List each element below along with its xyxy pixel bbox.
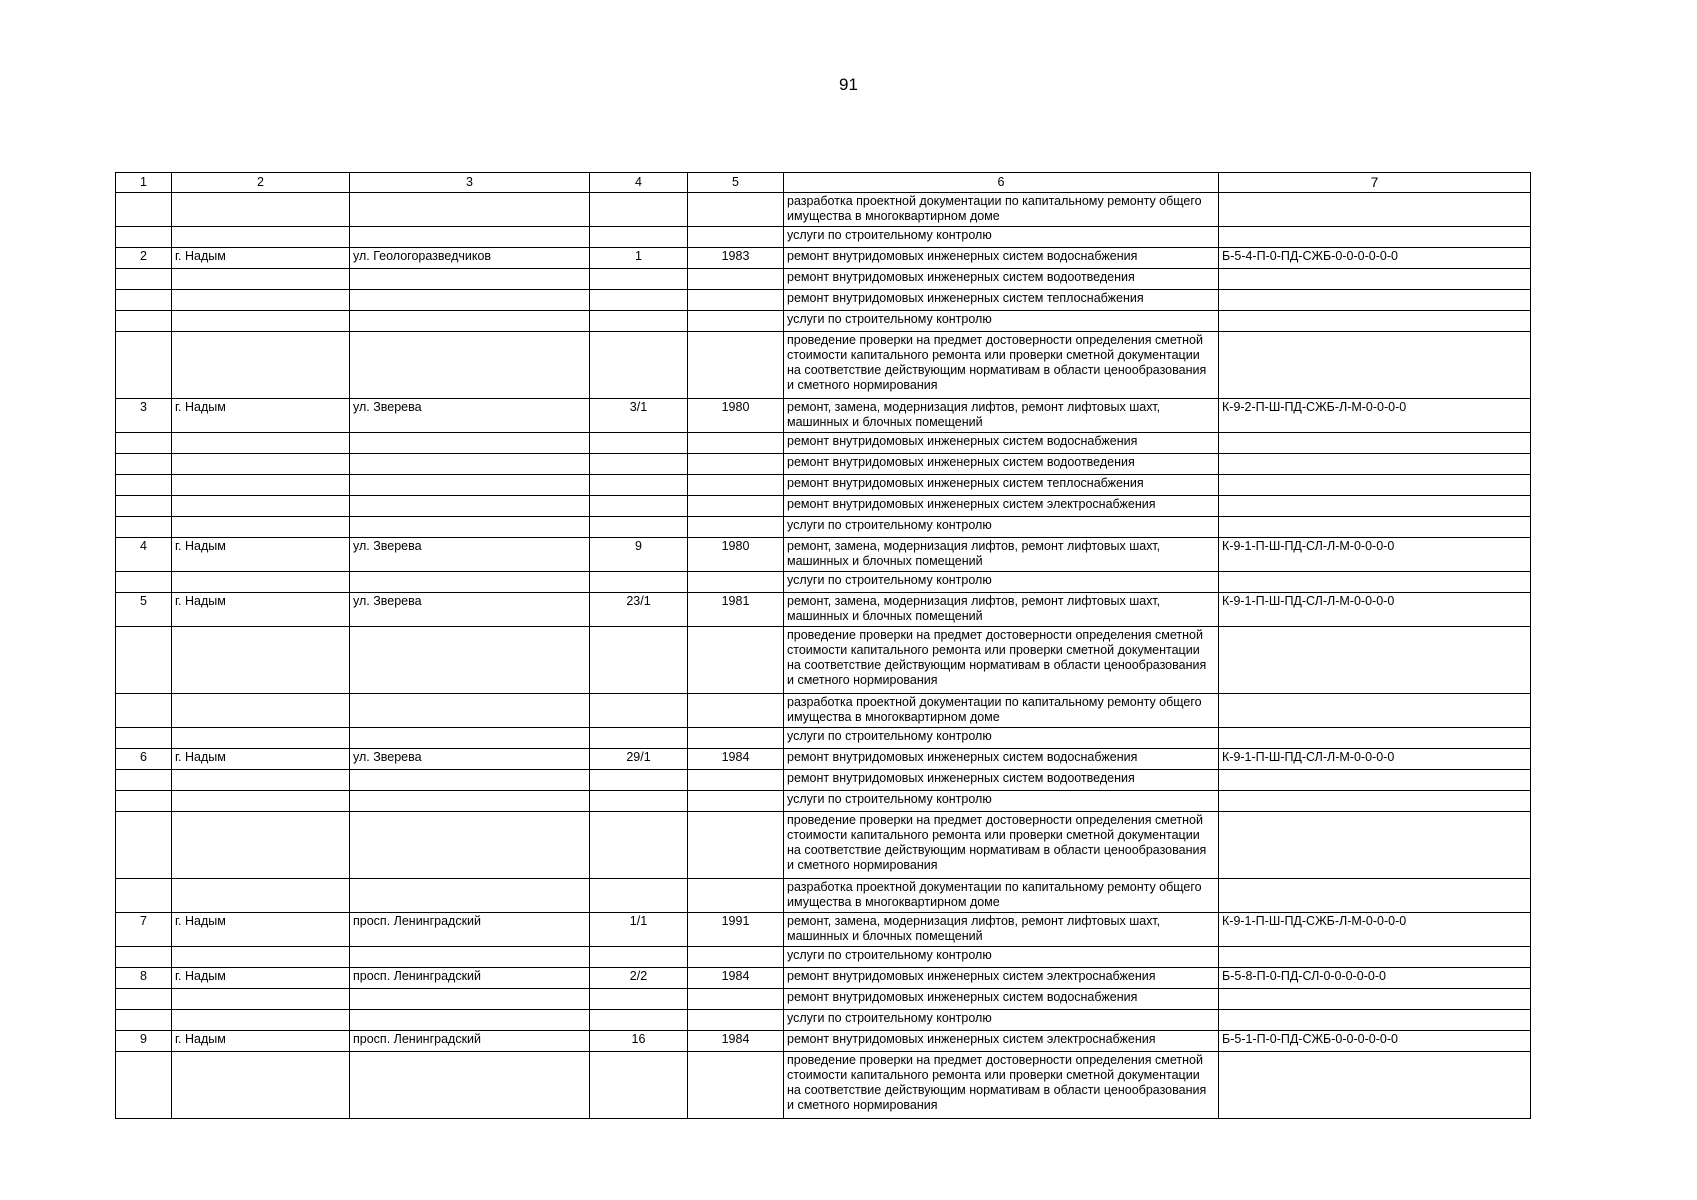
column-number-3: 3 <box>350 173 590 193</box>
street-cell <box>350 1010 590 1031</box>
building-code-cell <box>1219 475 1531 496</box>
work-type-cell: ремонт внутридомовых инженерных систем водоотведения <box>784 770 1219 791</box>
build-year-cell <box>688 290 784 311</box>
table-row <box>116 496 1531 517</box>
build-year-cell <box>688 311 784 332</box>
house-number-cell <box>590 947 688 968</box>
row-number-cell <box>116 1010 172 1031</box>
street-cell <box>350 989 590 1010</box>
build-year-cell: 1981 <box>688 593 784 627</box>
work-type-cell: ремонт внутридомовых инженерных систем водоснабжения <box>784 433 1219 454</box>
table-row <box>116 517 1531 538</box>
row-number-cell <box>116 572 172 593</box>
city-cell <box>172 1052 350 1119</box>
build-year-cell: 1984 <box>688 749 784 770</box>
work-type-cell: проведение проверки на предмет достоверности определения сметной стоимости капитального ремонта или проверки сметной документации на соответствие действующим нормативам в области ценообразования и сметного нормирования <box>784 1052 1219 1119</box>
building-code-cell: К-9-1-П-Ш-ПД-СЖБ-Л-М-0-0-0-0 <box>1219 913 1531 947</box>
table-row <box>116 399 1531 433</box>
build-year-cell: 1980 <box>688 538 784 572</box>
table-row <box>116 770 1531 791</box>
city-cell <box>172 627 350 694</box>
build-year-cell <box>688 879 784 913</box>
city-cell <box>172 269 350 290</box>
table-row <box>116 968 1531 989</box>
work-type-cell: ремонт внутридомовых инженерных систем теплоснабжения <box>784 475 1219 496</box>
house-number-cell <box>590 728 688 749</box>
city-cell <box>172 290 350 311</box>
table-row <box>116 879 1531 913</box>
row-number-cell: 6 <box>116 749 172 770</box>
table-row <box>116 1010 1531 1031</box>
street-cell: ул. Зверева <box>350 399 590 433</box>
house-number-cell: 3/1 <box>590 399 688 433</box>
building-code-cell <box>1219 812 1531 879</box>
house-number-cell <box>590 332 688 399</box>
work-type-cell: проведение проверки на предмет достоверности определения сметной стоимости капитального ремонта или проверки сметной документации на соответствие действующим нормативам в области ценообразования и сметного нормирования <box>784 812 1219 879</box>
building-code-cell <box>1219 1010 1531 1031</box>
city-cell <box>172 791 350 812</box>
street-cell: ул. Зверева <box>350 538 590 572</box>
house-number-cell <box>590 290 688 311</box>
build-year-cell <box>688 572 784 593</box>
build-year-cell: 1984 <box>688 1031 784 1052</box>
house-number-cell <box>590 791 688 812</box>
building-code-cell <box>1219 770 1531 791</box>
house-number-cell <box>590 1010 688 1031</box>
street-cell <box>350 332 590 399</box>
house-number-cell: 1 <box>590 248 688 269</box>
row-number-cell <box>116 227 172 248</box>
street-cell <box>350 728 590 749</box>
repair-register-table <box>115 172 1531 1119</box>
building-code-cell <box>1219 496 1531 517</box>
build-year-cell <box>688 1052 784 1119</box>
city-cell: г. Надым <box>172 593 350 627</box>
work-type-cell: ремонт, замена, модернизация лифтов, ремонт лифтовых шахт, машинных и блочных помещений <box>784 913 1219 947</box>
work-type-cell: ремонт внутридомовых инженерных систем теплоснабжения <box>784 290 1219 311</box>
row-number-cell: 8 <box>116 968 172 989</box>
street-cell <box>350 433 590 454</box>
building-code-cell <box>1219 947 1531 968</box>
table-row <box>116 1031 1531 1052</box>
street-cell: ул. Зверева <box>350 593 590 627</box>
house-number-cell: 9 <box>590 538 688 572</box>
table-body <box>116 173 1531 1119</box>
row-number-cell <box>116 269 172 290</box>
row-number-cell: 9 <box>116 1031 172 1052</box>
house-number-cell: 16 <box>590 1031 688 1052</box>
street-cell <box>350 879 590 913</box>
city-cell: г. Надым <box>172 399 350 433</box>
row-number-cell: 3 <box>116 399 172 433</box>
build-year-cell <box>688 627 784 694</box>
table-row <box>116 913 1531 947</box>
table-row <box>116 627 1531 694</box>
house-number-cell <box>590 311 688 332</box>
house-number-cell <box>590 433 688 454</box>
building-code-cell: К-9-2-П-Ш-ПД-СЖБ-Л-М-0-0-0-0 <box>1219 399 1531 433</box>
street-cell <box>350 517 590 538</box>
row-number-cell: 5 <box>116 593 172 627</box>
city-cell <box>172 332 350 399</box>
row-number-cell <box>116 694 172 728</box>
building-code-cell: Б-5-8-П-0-ПД-СЛ-0-0-0-0-0-0 <box>1219 968 1531 989</box>
house-number-cell <box>590 770 688 791</box>
row-number-cell <box>116 475 172 496</box>
build-year-cell <box>688 454 784 475</box>
row-number-cell <box>116 433 172 454</box>
house-number-cell <box>590 269 688 290</box>
build-year-cell <box>688 812 784 879</box>
work-type-cell: проведение проверки на предмет достоверности определения сметной стоимости капитального ремонта или проверки сметной документации на соответствие действующим нормативам в области ценообразования и сметного нормирования <box>784 627 1219 694</box>
street-cell <box>350 311 590 332</box>
street-cell <box>350 694 590 728</box>
house-number-cell <box>590 572 688 593</box>
city-cell: г. Надым <box>172 913 350 947</box>
build-year-cell <box>688 728 784 749</box>
building-code-cell <box>1219 227 1531 248</box>
table-row <box>116 332 1531 399</box>
build-year-cell <box>688 517 784 538</box>
table-row <box>116 749 1531 770</box>
table-row <box>116 248 1531 269</box>
table-row <box>116 812 1531 879</box>
city-cell <box>172 947 350 968</box>
work-type-cell: ремонт внутридомовых инженерных систем водоснабжения <box>784 749 1219 770</box>
row-number-cell <box>116 812 172 879</box>
street-cell <box>350 227 590 248</box>
building-code-cell <box>1219 627 1531 694</box>
city-cell <box>172 728 350 749</box>
page-number: 91 <box>839 75 858 94</box>
column-number-7: 7 <box>1219 173 1531 193</box>
table-row <box>116 1052 1531 1119</box>
table-row <box>116 989 1531 1010</box>
table-row <box>116 572 1531 593</box>
row-number-cell <box>116 290 172 311</box>
work-type-cell: услуги по строительному контролю <box>784 728 1219 749</box>
city-cell: г. Надым <box>172 1031 350 1052</box>
house-number-cell <box>590 227 688 248</box>
city-cell <box>172 496 350 517</box>
row-number-cell <box>116 879 172 913</box>
row-number-cell <box>116 193 172 227</box>
row-number-cell <box>116 1052 172 1119</box>
build-year-cell <box>688 791 784 812</box>
build-year-cell <box>688 989 784 1010</box>
city-cell: г. Надым <box>172 538 350 572</box>
work-type-cell: услуги по строительному контролю <box>784 227 1219 248</box>
row-number-cell: 4 <box>116 538 172 572</box>
street-cell <box>350 290 590 311</box>
row-number-cell <box>116 947 172 968</box>
work-type-cell: разработка проектной документации по капитальному ремонту общего имущества в многоквартирном доме <box>784 694 1219 728</box>
city-cell <box>172 433 350 454</box>
build-year-cell <box>688 193 784 227</box>
row-number-cell <box>116 791 172 812</box>
table-row <box>116 227 1531 248</box>
work-type-cell: ремонт, замена, модернизация лифтов, ремонт лифтовых шахт, машинных и блочных помещений <box>784 399 1219 433</box>
street-cell: просп. Ленинградский <box>350 968 590 989</box>
work-type-cell: ремонт, замена, модернизация лифтов, ремонт лифтовых шахт, машинных и блочных помещений <box>784 593 1219 627</box>
work-type-cell: услуги по строительному контролю <box>784 1010 1219 1031</box>
street-cell <box>350 1052 590 1119</box>
street-cell <box>350 791 590 812</box>
building-code-cell <box>1219 193 1531 227</box>
build-year-cell <box>688 1010 784 1031</box>
city-cell <box>172 770 350 791</box>
table-row <box>116 269 1531 290</box>
table-row <box>116 193 1531 227</box>
building-code-cell <box>1219 572 1531 593</box>
row-number-cell <box>116 454 172 475</box>
house-number-cell: 2/2 <box>590 968 688 989</box>
building-code-cell: Б-5-4-П-0-ПД-СЖБ-0-0-0-0-0-0 <box>1219 248 1531 269</box>
table-row <box>116 947 1531 968</box>
city-cell: г. Надым <box>172 968 350 989</box>
work-type-cell: ремонт внутридомовых инженерных систем водоснабжения <box>784 248 1219 269</box>
house-number-cell <box>590 694 688 728</box>
build-year-cell <box>688 332 784 399</box>
city-cell <box>172 517 350 538</box>
building-code-cell <box>1219 311 1531 332</box>
work-type-cell: ремонт внутридомовых инженерных систем водоснабжения <box>784 989 1219 1010</box>
building-code-cell <box>1219 1052 1531 1119</box>
work-type-cell: услуги по строительному контролю <box>784 311 1219 332</box>
row-number-cell <box>116 517 172 538</box>
building-code-cell <box>1219 879 1531 913</box>
house-number-cell <box>590 517 688 538</box>
house-number-cell <box>590 454 688 475</box>
street-cell: просп. Ленинградский <box>350 1031 590 1052</box>
street-cell <box>350 269 590 290</box>
row-number-cell <box>116 332 172 399</box>
house-number-cell <box>590 812 688 879</box>
building-code-cell <box>1219 728 1531 749</box>
column-number-2: 2 <box>172 173 350 193</box>
city-cell <box>172 1010 350 1031</box>
building-code-cell <box>1219 269 1531 290</box>
work-type-cell: ремонт, замена, модернизация лифтов, ремонт лифтовых шахт, машинных и блочных помещений <box>784 538 1219 572</box>
street-cell <box>350 627 590 694</box>
work-type-cell: услуги по строительному контролю <box>784 947 1219 968</box>
row-number-cell <box>116 989 172 1010</box>
street-cell <box>350 947 590 968</box>
city-cell <box>172 989 350 1010</box>
row-number-cell <box>116 311 172 332</box>
table-row <box>116 728 1531 749</box>
build-year-cell <box>688 947 784 968</box>
street-cell: ул. Геологоразведчиков <box>350 248 590 269</box>
table-row <box>116 475 1531 496</box>
building-code-cell: Б-5-1-П-0-ПД-СЖБ-0-0-0-0-0-0 <box>1219 1031 1531 1052</box>
city-cell: г. Надым <box>172 248 350 269</box>
building-code-cell <box>1219 694 1531 728</box>
work-type-cell: ремонт внутридомовых инженерных систем водоотведения <box>784 269 1219 290</box>
work-type-cell: проведение проверки на предмет достоверности определения сметной стоимости капитального ремонта или проверки сметной документации на соответствие действующим нормативам в области ценообразования и сметного нормирования <box>784 332 1219 399</box>
house-number-cell: 23/1 <box>590 593 688 627</box>
build-year-cell <box>688 496 784 517</box>
house-number-cell <box>590 496 688 517</box>
city-cell <box>172 572 350 593</box>
build-year-cell <box>688 227 784 248</box>
house-number-cell <box>590 193 688 227</box>
build-year-cell: 1980 <box>688 399 784 433</box>
city-cell <box>172 879 350 913</box>
table-row <box>116 593 1531 627</box>
build-year-cell <box>688 269 784 290</box>
work-type-cell: услуги по строительному контролю <box>784 517 1219 538</box>
street-cell <box>350 475 590 496</box>
street-cell: просп. Ленинградский <box>350 913 590 947</box>
house-number-cell <box>590 475 688 496</box>
house-number-cell: 1/1 <box>590 913 688 947</box>
work-type-cell: ремонт внутридомовых инженерных систем электроснабжения <box>784 1031 1219 1052</box>
row-number-cell <box>116 496 172 517</box>
building-code-cell <box>1219 791 1531 812</box>
building-code-cell: К-9-1-П-Ш-ПД-СЛ-Л-М-0-0-0-0 <box>1219 593 1531 627</box>
house-number-cell <box>590 879 688 913</box>
work-type-cell: услуги по строительному контролю <box>784 572 1219 593</box>
row-number-cell <box>116 728 172 749</box>
house-number-cell <box>590 1052 688 1119</box>
table-row <box>116 538 1531 572</box>
column-number-4: 4 <box>590 173 688 193</box>
table-row <box>116 454 1531 475</box>
row-number-cell <box>116 770 172 791</box>
city-cell <box>172 475 350 496</box>
row-number-cell: 2 <box>116 248 172 269</box>
city-cell <box>172 227 350 248</box>
house-number-cell <box>590 989 688 1010</box>
city-cell <box>172 193 350 227</box>
city-cell <box>172 454 350 475</box>
build-year-cell <box>688 770 784 791</box>
building-code-cell <box>1219 433 1531 454</box>
street-cell <box>350 193 590 227</box>
street-cell <box>350 496 590 517</box>
column-number-5: 5 <box>688 173 784 193</box>
work-type-cell: разработка проектной документации по капитальному ремонту общего имущества в многоквартирном доме <box>784 879 1219 913</box>
house-number-cell <box>590 627 688 694</box>
build-year-cell <box>688 694 784 728</box>
table-row <box>116 694 1531 728</box>
build-year-cell: 1983 <box>688 248 784 269</box>
row-number-cell: 7 <box>116 913 172 947</box>
column-number-row <box>116 173 1531 193</box>
build-year-cell: 1984 <box>688 968 784 989</box>
house-number-cell: 29/1 <box>590 749 688 770</box>
city-cell <box>172 812 350 879</box>
work-type-cell: ремонт внутридомовых инженерных систем электроснабжения <box>784 968 1219 989</box>
street-cell <box>350 770 590 791</box>
build-year-cell <box>688 433 784 454</box>
building-code-cell <box>1219 517 1531 538</box>
city-cell: г. Надым <box>172 749 350 770</box>
table-row <box>116 311 1531 332</box>
street-cell <box>350 572 590 593</box>
city-cell <box>172 694 350 728</box>
row-number-cell <box>116 627 172 694</box>
table-row <box>116 791 1531 812</box>
column-number-6: 6 <box>784 173 1219 193</box>
work-type-cell: ремонт внутридомовых инженерных систем электроснабжения <box>784 496 1219 517</box>
building-code-cell: К-9-1-П-Ш-ПД-СЛ-Л-М-0-0-0-0 <box>1219 749 1531 770</box>
column-number-1: 1 <box>116 173 172 193</box>
building-code-cell <box>1219 290 1531 311</box>
building-code-cell <box>1219 454 1531 475</box>
work-type-cell: разработка проектной документации по капитальному ремонту общего имущества в многоквартирном доме <box>784 193 1219 227</box>
build-year-cell <box>688 475 784 496</box>
work-type-cell: ремонт внутридомовых инженерных систем водоотведения <box>784 454 1219 475</box>
street-cell <box>350 454 590 475</box>
building-code-cell <box>1219 989 1531 1010</box>
street-cell <box>350 812 590 879</box>
build-year-cell: 1991 <box>688 913 784 947</box>
table-row <box>116 290 1531 311</box>
street-cell: ул. Зверева <box>350 749 590 770</box>
table-row <box>116 433 1531 454</box>
work-type-cell: услуги по строительному контролю <box>784 791 1219 812</box>
building-code-cell <box>1219 332 1531 399</box>
city-cell <box>172 311 350 332</box>
building-code-cell: К-9-1-П-Ш-ПД-СЛ-Л-М-0-0-0-0 <box>1219 538 1531 572</box>
